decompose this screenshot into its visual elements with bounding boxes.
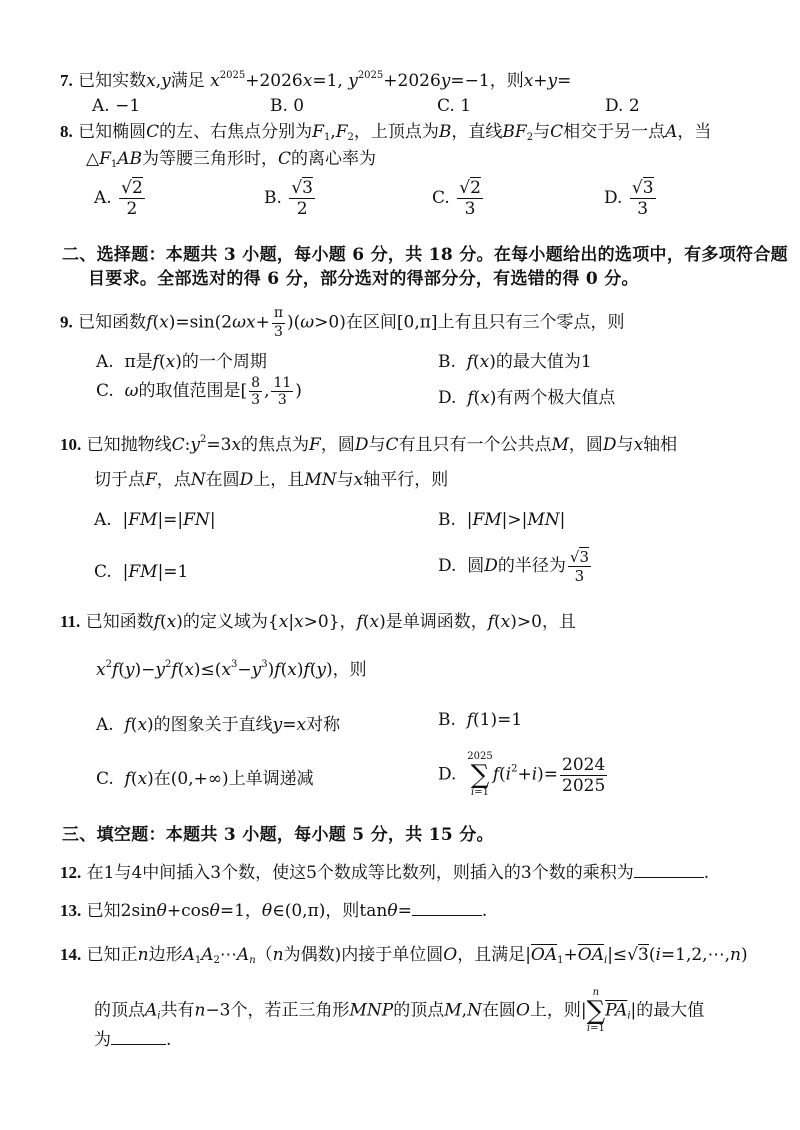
q7-option-b[interactable]: B. 0	[270, 96, 305, 116]
q8-stem-line1: 8. 已知椭圆C的左、右焦点分别为$F_1,F_2$，上顶点为B，直线$BF_2$与C相交于另一点A，当	[60, 122, 712, 143]
q8-option-b[interactable]: B. $\frac{√3}{2}$	[264, 178, 313, 219]
q9-option-d[interactable]: D. f(x)有两个极大值点	[438, 388, 616, 408]
q13-stem: 13. 已知2sinθ+cosθ=1，θ∈(0,π)，则tanθ= .	[60, 901, 488, 921]
q14-answer-blank[interactable]	[111, 1030, 166, 1045]
q9-option-a[interactable]: A. π是f(x)的一个周期	[96, 352, 267, 372]
q10-stem-line2: 切于点F，点N在圆D上，且MN与x轴平行，则	[94, 470, 449, 490]
q12-stem: 12. 在1与4中间插入3个数，使这5个数成等比数列，则插入的3个数的乘积为 .	[60, 863, 710, 883]
q10-option-c[interactable]: C. |FM|=1	[94, 562, 189, 582]
q11-option-c[interactable]: C. f(x)在(0,+∞)上单调递减	[96, 769, 314, 789]
q12-answer-blank[interactable]	[634, 863, 704, 878]
q8-stem-line2: $\triangle F_1AB$为等腰三角形时，C的离心率为	[86, 149, 377, 170]
q10-option-a[interactable]: A. |FM|=|FN|	[94, 510, 216, 530]
q11-option-b[interactable]: B. f(1)=1	[438, 710, 523, 730]
q7-option-c[interactable]: C. 1	[437, 96, 472, 116]
q13-answer-blank[interactable]	[412, 901, 482, 916]
q11-option-a[interactable]: A. f(x)的图象关于直线y=x对称	[96, 715, 341, 735]
q7-option-a[interactable]: A. −1	[92, 96, 141, 116]
q14-stem-line1: 14. 已知正n边形$A_1A_2\cdots A_n(n$为偶数)内接于单位圆O，且满足$|\overline{OA}_1+\overline{OA}_i|\le√3(i=1,2,\cdots,n)$	[60, 945, 748, 966]
q10-option-b[interactable]: B. |FM|>|MN|	[438, 510, 566, 530]
q11-stem-line1: 11. 已知函数f(x)的定义域为{x|x>0}，f(x)是单调函数，f(x)>0，且	[60, 612, 576, 632]
q9-option-b[interactable]: B. f(x)的最大值为1	[438, 352, 592, 372]
q14-stem-line3: 为 .	[94, 1030, 172, 1050]
q8-option-d[interactable]: D. $\frac{√3}{3}$	[604, 178, 654, 219]
q8-option-a[interactable]: A. $\frac{√2}{2}$	[94, 178, 143, 219]
q14-stem-line2: 的顶点$A_i$共有n−3个，若正三角形MNP的顶点M,N在圆O上，则| n ∑ i=1 $\overline{PA}_i|$的最大值	[94, 987, 705, 1034]
q7-option-d[interactable]: D. 2	[605, 96, 640, 116]
q9-option-c[interactable]: C. ω的取值范围是[ $\frac{8}{3}$ , $\frac{11}{3}$ )	[96, 375, 302, 408]
q11-stem-line2: $x^2f(y)-y^2f(x)\le(x^3-y^3)f(x)f(y)$，则	[96, 659, 367, 680]
q9-stem: 9. 已知函数f(x)=sin(2ωx+ $\frac{\pi}{3}$ )(ω>0)在区间[0,π]上有且只有三个零点，则	[60, 305, 625, 340]
section-3-heading: 三、填空题：本题共 3 小题，每小题 5 分，共 15 分。	[62, 825, 494, 845]
q10-option-d[interactable]: D. 圆D的半径为 $\frac{√3}{3}$	[438, 548, 589, 585]
section-2-heading: 二、选择题：本题共 3 小题，每小题 6 分，共 18 分。在每小题给出的选项中，有多项符合题	[62, 245, 788, 265]
q11-option-d[interactable]: D. 2025 ∑ i=1 $f(i^2+i)=$ $\frac{2024}{2025}$	[438, 751, 606, 798]
section-2-heading-line2: 目要求。全部选对的得 6 分，部分选对的得部分分，有选错的得 0 分。	[88, 269, 639, 289]
q7-stem: 7. 已知实数x,y满足 $x^{2025}+2026x=1$, $y^{2025}+2026y=-1$，则x+y=	[60, 70, 572, 91]
q10-stem-line1: 10. 已知抛物线$C:y^2=3x$的焦点为F，圆D与C有且只有一个公共点M，圆D与x轴相	[60, 434, 678, 455]
q8-option-c[interactable]: C. $\frac{√2}{3}$	[432, 178, 481, 219]
